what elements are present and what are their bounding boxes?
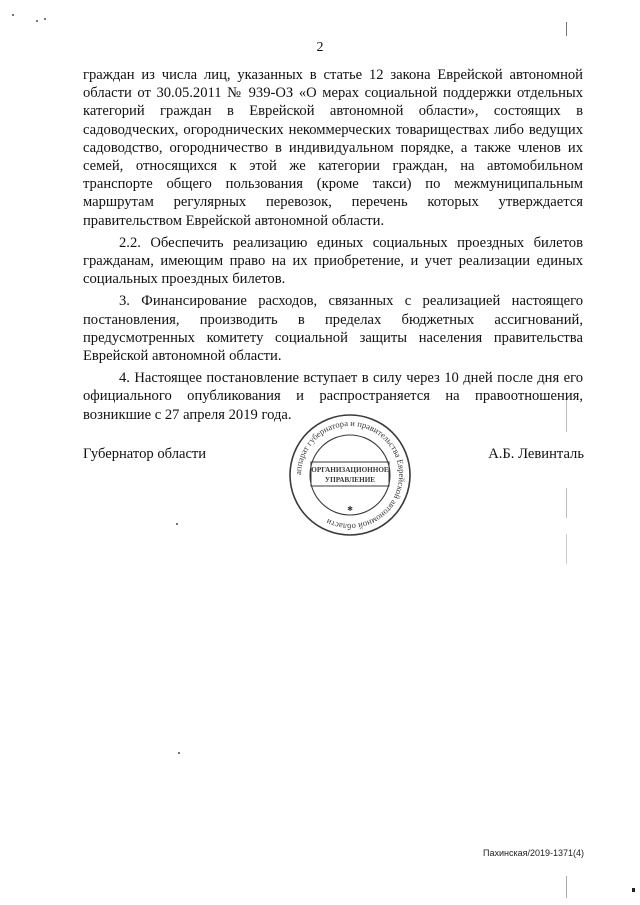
star-icon: ✱ — [347, 505, 353, 513]
body-text — [83, 66, 583, 428]
paragraph: 2.2. Обеспечить реализацию единых социальных проездных билетов гражданам, имеющим право на их приобретение, и учет реализации единых социальных проездных билетов. — [83, 234, 583, 288]
scan-speck — [44, 18, 46, 20]
scan-speck — [176, 523, 178, 525]
scan-speck — [36, 20, 38, 22]
paragraph: 3. Финансирование расходов, связанных с реализацией настоящего постановления, производить в пределах бюджетных ассигнований, предусмотренных комитету социальной защиты населения правительства Еврейской автономной области. — [83, 293, 583, 365]
scan-line — [566, 534, 567, 564]
stamp-inner-ring — [310, 435, 390, 515]
stamp-center-line1: ОРГАНИЗАЦИОННОЕ — [311, 466, 389, 474]
stamp-center-line2: УПРАВЛЕНИЕ — [324, 476, 376, 484]
scan-line — [566, 488, 567, 518]
scan-speck — [12, 14, 14, 16]
scan-speck — [178, 752, 180, 754]
stamp-outer-ring — [290, 415, 410, 535]
stamp-seal-icon — [285, 410, 415, 540]
paragraph: 4. Настоящее постановление вступает в силу через 10 дней после дня его официального опубликования и распространяется на правоотношения, возникшие с 27 апреля 2019 года. — [83, 370, 583, 423]
official-stamp — [285, 410, 415, 540]
document-code: Пахинская/2019-1371(4) — [482, 848, 584, 858]
signatory-title: Губернатор области — [83, 446, 207, 462]
page-number: 2 — [316, 40, 324, 55]
paragraph: граждан из числа лиц, указанных в статье 12 закона Еврейской автономной области от 30.05.2011 № 939-ОЗ «О мерах социальной поддержки отдельных категорий граждан в Еврейской автономной области», состоящих в садоводческих, огороднических некоммерческих товариществах либо ведущих садоводство, огородничество в индивидуальном порядке, а также членов их семей, относящихся к этой же категории граждан, на автомобильном транспорте общего пользования (кроме такси) по межмуниципальным маршрутам регулярных перевозок, перечень которых утверждается правительством Еврейской автономной области. — [83, 67, 583, 229]
scan-speck — [632, 888, 635, 892]
scan-line — [566, 22, 567, 36]
scan-line — [566, 876, 567, 898]
stamp-ring-textpath: аппарат губернатора и правительства Еврейской автономной области — [292, 417, 408, 533]
signatory-name: А.Б. Левинталь — [488, 446, 584, 462]
